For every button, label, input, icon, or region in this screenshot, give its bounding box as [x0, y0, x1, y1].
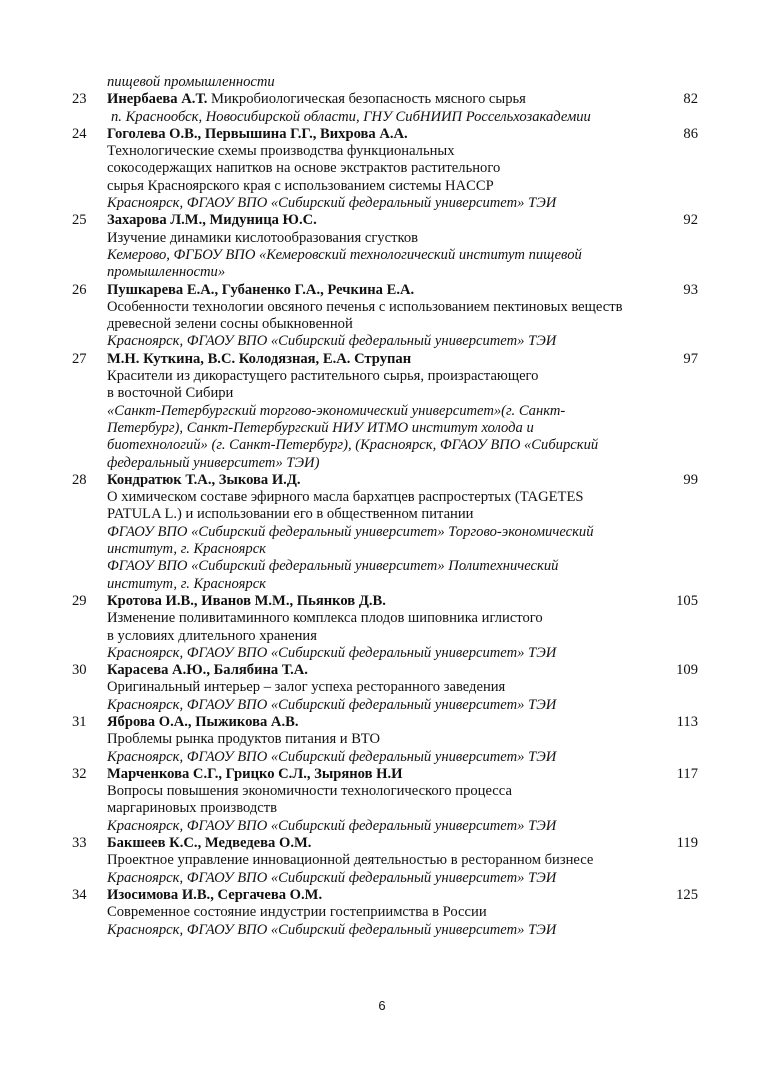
entry-title-line: в восточной Сибири: [107, 385, 234, 402]
entry-page-number: 93: [683, 281, 698, 298]
entry-page-number: 113: [676, 713, 698, 730]
entry-page-number: 99: [683, 471, 698, 488]
entry-number: 25: [72, 212, 87, 229]
entry-number: 32: [72, 765, 87, 782]
entry-affiliation-line: п. Краснообск, Новосибирской области, ГНУ СибНИИП Россельхозакадемии: [111, 108, 591, 125]
entry-title-line: древесной зелени сосны обыкновенной: [107, 316, 353, 333]
entry-number: 29: [72, 592, 87, 609]
entry-title-line: сокосодержащих напитков на основе экстрактов растительного: [107, 160, 501, 177]
entry-affiliation-line: Петербург), Санкт-Петербургский НИУ ИТМО институт холода и: [107, 419, 534, 436]
entry-affiliation-line: Красноярск, ФГАОУ ВПО «Сибирский федеральный университет» ТЭИ: [107, 333, 557, 350]
entry-authors: Бакшеев К.С., Медведева О.М.: [107, 835, 312, 852]
toc-entry: [72, 212, 702, 281]
entry-authors: Захарова Л.М., Мидуница Ю.С.: [107, 212, 317, 229]
entry-authors: Пушкарева Е.А., Губаненко Г.А., Речкина Е.А.: [107, 281, 415, 298]
entry-title-line: PATULA L.) и использовании его в общественном питании: [107, 506, 474, 523]
entry-number: 31: [72, 713, 87, 730]
continuation-affiliation: пищевой промышленности: [107, 74, 275, 90]
entry-authors: Изосимова И.В., Сергачева О.М.: [107, 886, 323, 903]
entry-title-line: Изменение поливитаминного комплекса плодов шиповника иглистого: [107, 610, 543, 627]
entry-authors: Яброва О.А., Пыжикова А.В.: [107, 713, 299, 730]
entry-title-line: Проектное управление инновационной деятельностью в ресторанном бизнесе: [107, 852, 594, 869]
entry-title-line: Современное состояние индустрии гостеприимства в России: [107, 904, 487, 921]
entry-affiliation-line: Кемерово, ФГБОУ ВПО «Кемеровский технологический институт пищевой: [107, 246, 582, 263]
entry-number: 30: [72, 662, 87, 679]
entry-page-number: 125: [676, 886, 698, 903]
toc-entry: [72, 282, 702, 351]
entry-title-line: маргариновых производств: [107, 800, 278, 817]
toc-entry: [72, 351, 702, 472]
entry-authors: Карасева А.Ю., Балябина Т.А.: [107, 662, 308, 679]
entry-number: 33: [72, 835, 87, 852]
toc-entry: [72, 593, 702, 662]
entry-title-line: в условиях длительного хранения: [107, 627, 317, 644]
entry-authors: Кондратюк Т.А., Зыкова И.Д.: [107, 471, 301, 488]
entry-affiliation-line: ФГАОУ ВПО «Сибирский федеральный университет» Политехнический: [107, 558, 559, 575]
entry-number: 26: [72, 281, 87, 298]
entry-title-line: О химическом составе эфирного масла бархатцев распростертых (TAGETES: [107, 489, 584, 506]
entry-title-line: Вопросы повышения экономичности технологического процесса: [107, 783, 512, 800]
entry-page-number: 119: [676, 835, 698, 852]
entry-number: 27: [72, 350, 87, 367]
entry-page-number: 92: [683, 212, 698, 229]
entry-authors: Кротова И.В., Иванов М.М., Пьянков Д.В.: [107, 592, 386, 609]
toc-entry: [72, 91, 702, 126]
entry-number: 24: [72, 125, 87, 142]
entry-affiliation-line: Красноярск, ФГАОУ ВПО «Сибирский федеральный университет» ТЭИ: [107, 644, 557, 661]
entry-number: 28: [72, 471, 87, 488]
toc-entry: [72, 835, 702, 887]
entry-page-number: 105: [676, 592, 698, 609]
entry-affiliation-line: Красноярск, ФГАОУ ВПО «Сибирский федеральный университет» ТЭИ: [107, 869, 557, 886]
entry-affiliation-line: промышленности»: [107, 264, 226, 281]
entry-affiliation-line: Красноярск, ФГАОУ ВПО «Сибирский федеральный университет» ТЭИ: [107, 195, 557, 212]
entry-affiliation-line: федеральный университет» ТЭИ): [107, 454, 320, 471]
entry-affiliation-line: ФГАОУ ВПО «Сибирский федеральный университет» Торгово-экономический: [107, 523, 594, 540]
toc-entry: [72, 126, 702, 212]
entry-authors: Гоголева О.В., Первышина Г.Г., Вихрова А.А.: [107, 125, 408, 142]
entry-page-number: 109: [676, 662, 698, 679]
entry-page-number: 117: [676, 765, 698, 782]
entry-title-line: сырья Красноярского края с использованием системы HACCP: [107, 177, 494, 194]
entry-affiliation-line: Красноярск, ФГАОУ ВПО «Сибирский федеральный университет» ТЭИ: [107, 817, 557, 834]
entry-number: 23: [72, 91, 87, 108]
toc-entry: [72, 887, 702, 939]
entry-title-line: Технологические схемы производства функциональных: [107, 143, 455, 160]
entry-authors: М.Н. Куткина, В.С. Колодязная, Е.А. Струпан: [107, 350, 412, 367]
entry-authors: Марченкова С.Г., Грицко С.Л., Зырянов Н.И: [107, 765, 403, 782]
entry-title-line: Особенности технологии овсяного печенья с использованием пектиновых веществ: [107, 298, 623, 315]
entry-title-line: Оригинальный интерьер – залог успеха ресторанного заведения: [107, 679, 506, 696]
entry-title: Микробиологическая безопасность мясного сырья: [207, 91, 526, 108]
entry-page-number: 82: [683, 91, 698, 108]
entry-title-line: Изучение динамики кислотообразования сгустков: [107, 229, 419, 246]
table-of-contents: [72, 74, 702, 939]
entry-page-number: 97: [683, 350, 698, 367]
toc-entry: [72, 714, 702, 766]
toc-entry: [72, 662, 702, 714]
entry-affiliation-line: биотехнологий» (г. Санкт-Петербург), (Красноярск, ФГАОУ ВПО «Сибирский: [107, 437, 599, 454]
toc-entry: [72, 472, 702, 593]
entry-number: 34: [72, 886, 87, 903]
entry-affiliation-line: институт, г. Красноярск: [107, 575, 266, 592]
entry-title-line: Проблемы рынка продуктов питания и ВТО: [107, 731, 381, 748]
toc-entry: [72, 766, 702, 835]
entry-affiliation-line: Красноярск, ФГАОУ ВПО «Сибирский федеральный университет» ТЭИ: [107, 921, 557, 938]
entry-affiliation-line: Красноярск, ФГАОУ ВПО «Сибирский федеральный университет» ТЭИ: [107, 696, 557, 713]
entry-affiliation-line: Красноярск, ФГАОУ ВПО «Сибирский федеральный университет» ТЭИ: [107, 748, 557, 765]
entry-title-line: Красители из дикорастущего растительного сырья, произрастающего: [107, 368, 539, 385]
entry-affiliation-line: институт, г. Красноярск: [107, 541, 266, 558]
page-number-footer: 6: [378, 998, 386, 1013]
entry-page-number: 86: [683, 125, 698, 142]
entry-authors: Инербаева А.Т.: [107, 91, 208, 108]
entry-affiliation-line: «Санкт-Петербургский торгово-экономический университет»(г. Санкт-: [107, 402, 566, 419]
